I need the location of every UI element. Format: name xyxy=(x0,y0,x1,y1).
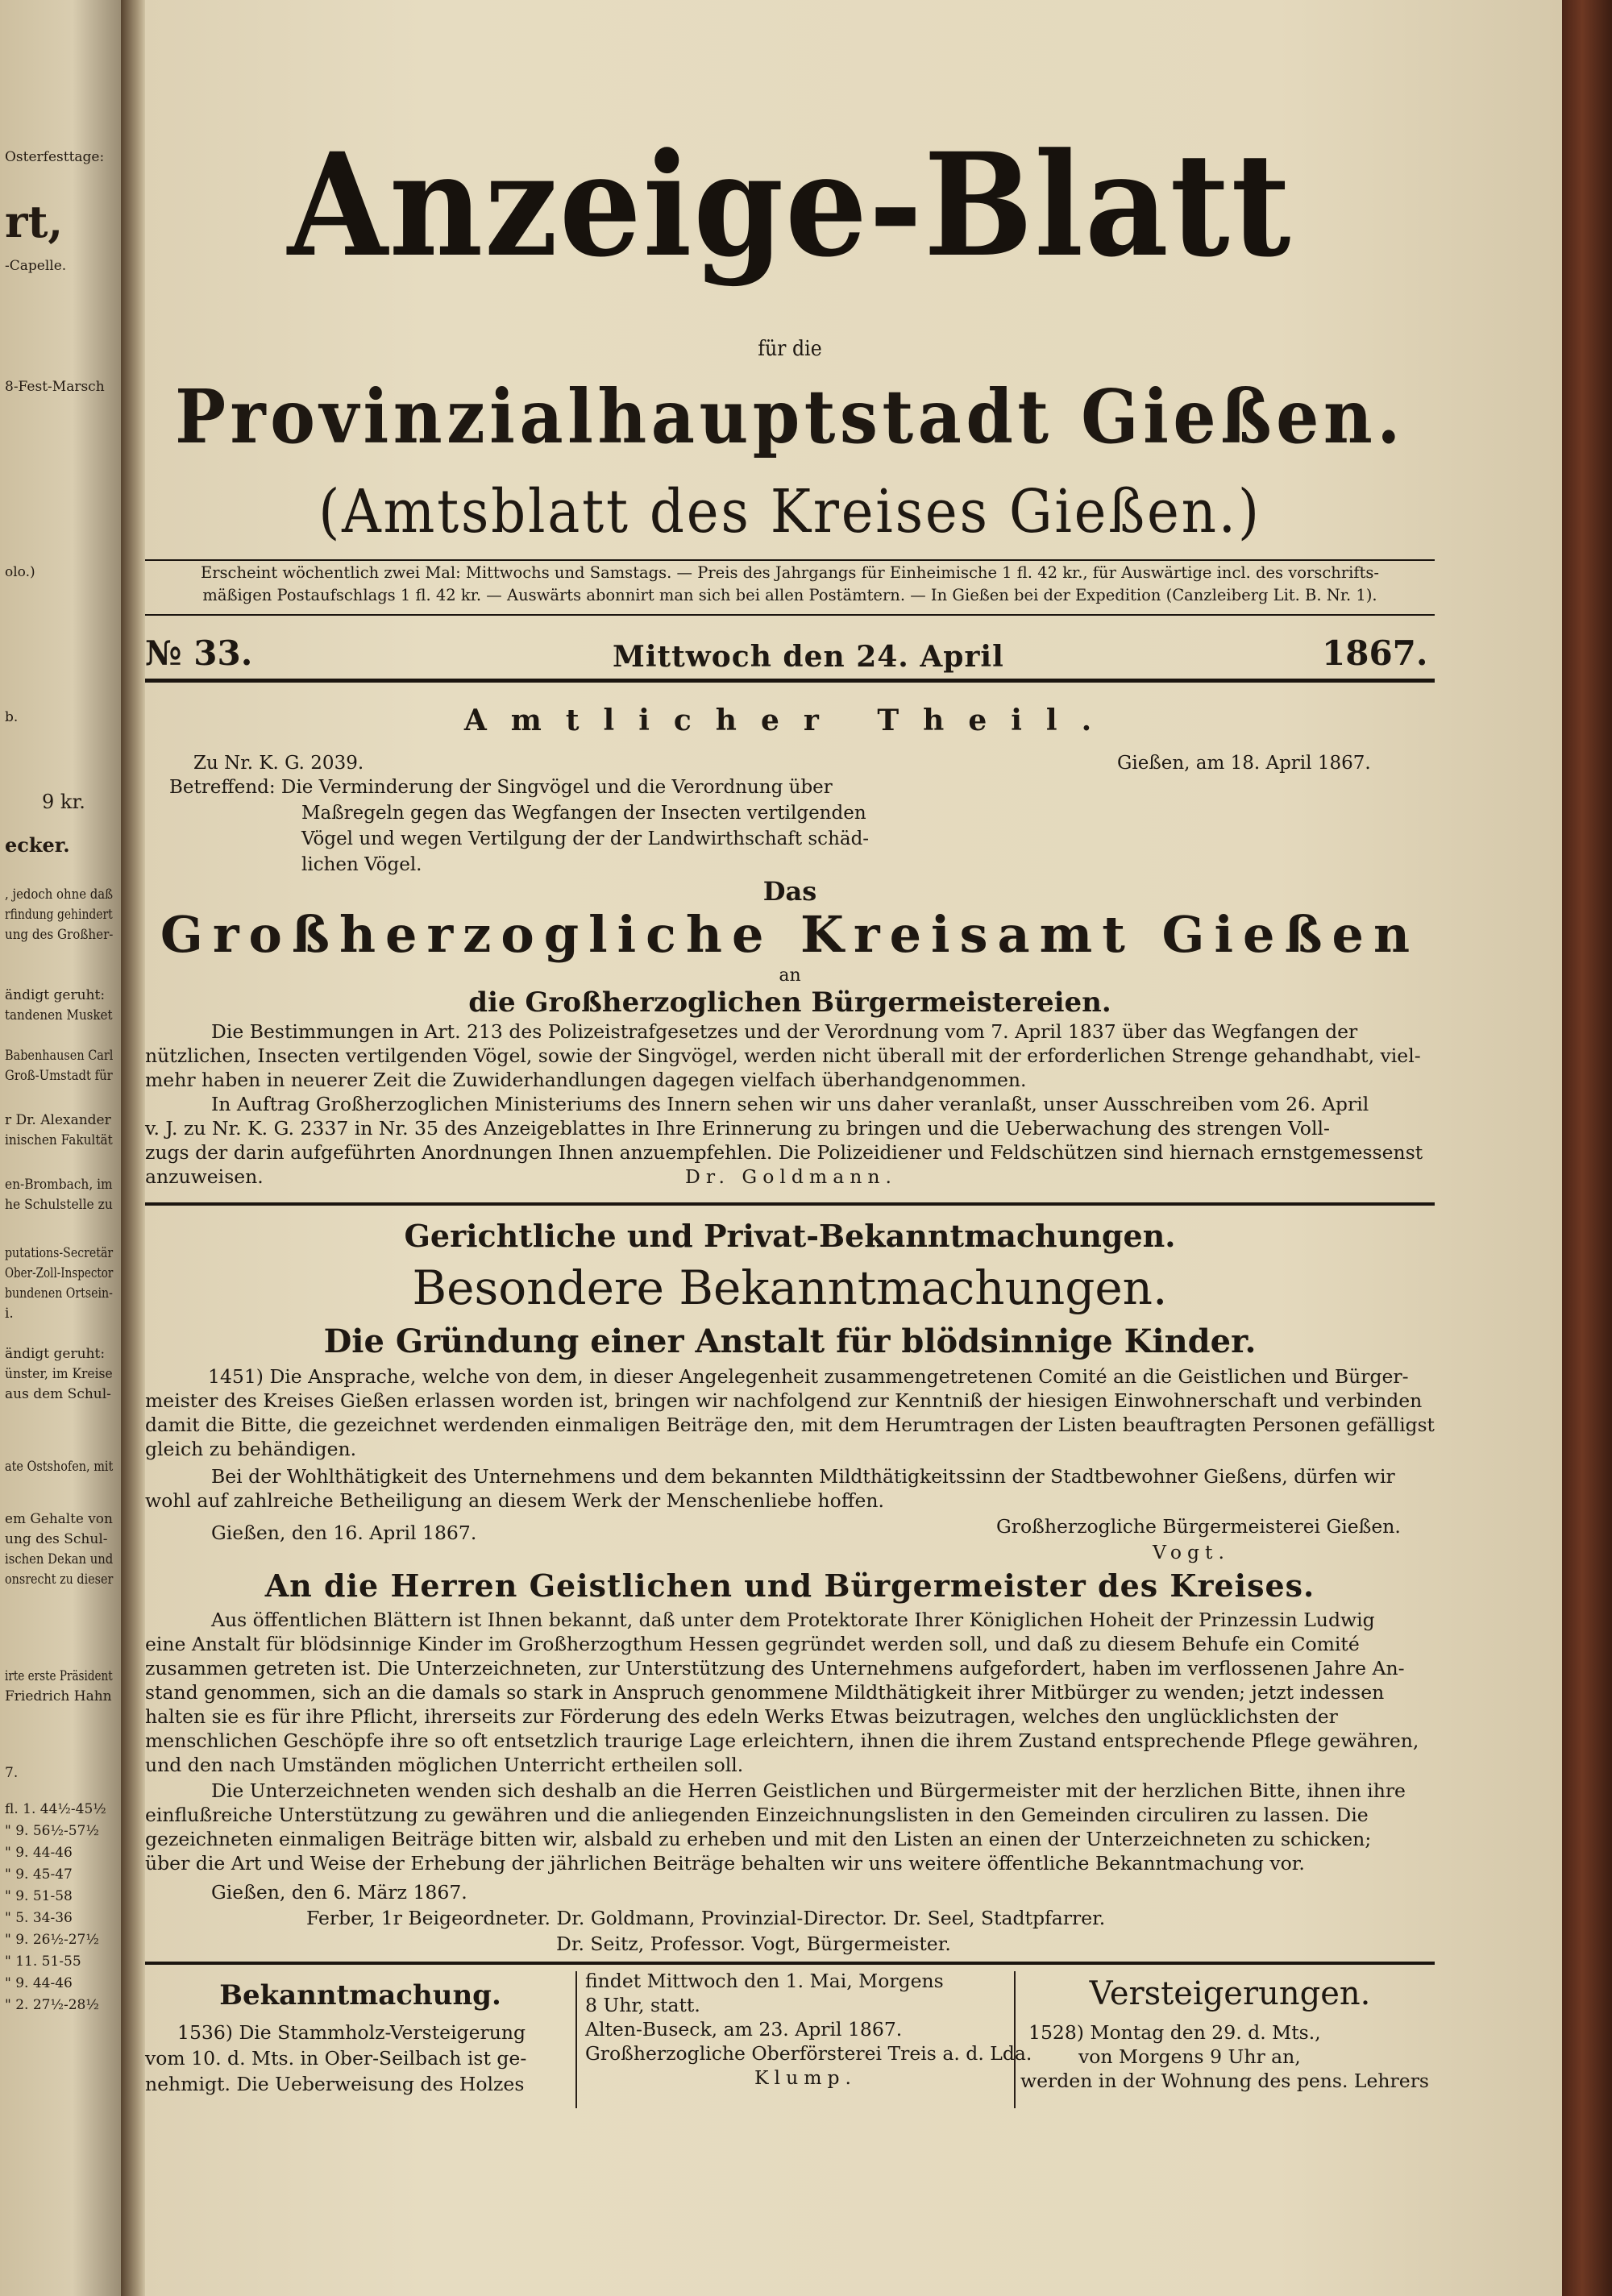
prev-page-fragment: irte erste Präsident xyxy=(5,1668,113,1684)
prev-page-fragment: b. xyxy=(5,709,19,725)
col1-line: 1536) Die Stammholz-Versteigerung xyxy=(177,2021,526,2044)
prev-page-fragment: , jedoch ohne daß xyxy=(5,886,114,903)
official-addressee: die Großherzoglichen Bürgermeistereien. xyxy=(468,986,1111,1019)
notice1-place-date: Gießen, den 16. April 1867. xyxy=(211,1522,477,1544)
masthead-subtitle: (Amtsblatt des Kreises Gießen.) xyxy=(318,477,1261,546)
newspaper-page xyxy=(145,0,1562,2296)
notice2-line: Die Unterzeichneten wenden sich deshalb an die Herren Geistlichen und Bürgermeister mit der herzlichen Bitte, ihnen ihre xyxy=(211,1779,1406,1802)
col3-heading: Versteigerungen. xyxy=(1089,1975,1371,2012)
official-signature: Dr. Goldmann. xyxy=(685,1165,897,1188)
col2-line: Großherzogliche Oberförsterei Treis a. d. Lda. xyxy=(585,2042,1032,2065)
official-authority: Großherzogliche Kreisamt Gießen xyxy=(160,905,1420,964)
issue-year: 1867. xyxy=(1322,633,1428,673)
prev-page-fragment: rt, xyxy=(5,196,64,247)
prev-page-fragment: " 9. 56½-57½ xyxy=(5,1823,99,1839)
prev-page-fragment: -Capelle. xyxy=(5,258,67,274)
prev-page-fragment: " 2. 27½-28½ xyxy=(5,1997,99,2013)
notice1-line: 1451) Die Ansprache, welche von dem, in dieser Angelegenheit zusammengetretenen Comité an die Geistlichen und Bürger- xyxy=(208,1365,1409,1388)
notice2-line: stand genommen, sich an die damals so stark in Anspruch genommene Mildthätigkeit ihrer Mitbürger zu wenden; jetzt indessen xyxy=(145,1681,1385,1704)
col2-line: findet Mittwoch den 1. Mai, Morgens xyxy=(585,1970,944,1992)
rule-info xyxy=(145,614,1435,616)
notice2-place-date: Gießen, den 6. März 1867. xyxy=(211,1881,467,1904)
notice2-line: zusammen getreten ist. Die Unterzeichneten, zur Unterstützung des Unternehmens aufgefordert, haben im verflossenen Jahre An- xyxy=(145,1657,1405,1679)
notice1-line: Bei der Wohlthätigkeit des Unternehmens und dem bekannten Mildthätigkeitssinn der Stadtbewohner Gießens, dürfen wir xyxy=(211,1465,1395,1488)
rule-issue xyxy=(145,679,1435,683)
col1-line: vom 10. d. Mts. in Ober-Seilbach ist ge- xyxy=(145,2047,527,2070)
issue-date: Mittwoch den 24. April xyxy=(613,640,1004,674)
issue-number: № 33. xyxy=(145,633,253,673)
prev-page-fragment: 7. xyxy=(5,1765,19,1781)
official-body-line: In Auftrag Großherzoglichen Ministeriums des Innern sehen wir uns daher veranlaßt, unser Ausschreiben vom 26. April xyxy=(211,1093,1369,1115)
prev-page-fragment: " 9. 51-58 xyxy=(5,1888,73,1904)
info-line-2: mäßigen Postaufschlags 1 fl. 42 kr. — Auswärts abonnirt man sich bei allen Postämtern. — In Gießen bei der Expedition (Canzleiberg Lit. B. Nr. 1). xyxy=(202,586,1377,604)
column-divider xyxy=(575,1971,577,2108)
official-body-line: Die Bestimmungen in Art. 213 des Polizeistrafgesetzes und der Verordnung vom 7. April 1837 über das Wegfangen der xyxy=(211,1020,1358,1043)
prev-page-fragment: ecker. xyxy=(5,833,70,857)
official-ref-number: Zu Nr. K. G. 2039. xyxy=(193,753,364,774)
prev-page-fragment: i. xyxy=(5,1306,14,1322)
masthead-city-title: Provinzialhauptstadt Gießen. xyxy=(175,373,1405,460)
official-das: Das xyxy=(762,876,817,907)
col2-line: Alten-Buseck, am 23. April 1867. xyxy=(585,2018,903,2041)
notice2-title: An die Herren Geistlichen und Bürgermeister des Kreises. xyxy=(264,1567,1315,1604)
prev-page-fragment: " 9. 44-46 xyxy=(5,1845,73,1861)
official-body-line: v. J. zu Nr. K. G. 2337 in Nr. 35 des Anzeigeblattes in Ihre Erinnerung zu bringen und die Ueberwachung des strengen Voll- xyxy=(145,1117,1330,1140)
notice2-line: Aus öffentlichen Blättern ist Ihnen bekannt, daß unter dem Protektorate Ihrer Königlichen Hoheit der Prinzessin Ludwig xyxy=(211,1609,1375,1631)
notice1-line: wohl auf zahlreiche Betheiligung an diesem Werk der Menschenliebe hoffen. xyxy=(145,1489,885,1512)
notice2-line: halten sie es für ihre Pflicht, ihrerseits zur Förderung des edeln Werks Etwas beizutragen, welches den unglücklichsten der xyxy=(145,1705,1338,1728)
col2-signature: Klump. xyxy=(754,2066,858,2089)
notice1-title: Die Gründung einer Anstalt für blödsinnige Kinder. xyxy=(323,1322,1257,1360)
previous-page-edge xyxy=(0,0,121,2296)
rule-official-end xyxy=(145,1202,1435,1206)
col2-line: 8 Uhr, statt. xyxy=(585,1994,700,2016)
col3-line: von Morgens 9 Uhr an, xyxy=(1078,2045,1301,2068)
prev-page-fragment: " 5. 34-36 xyxy=(5,1910,73,1926)
prev-page-fragment: 8-Fest-Marsch xyxy=(5,379,105,395)
col3-line: 1528) Montag den 29. d. Mts., xyxy=(1028,2021,1321,2044)
official-subject-line: Maßregeln gegen das Wegfangen der Insecten vertilgenden xyxy=(301,803,866,824)
notice1-office: Großherzogliche Bürgermeisterei Gießen. xyxy=(996,1515,1401,1538)
prev-page-fragment: ischen Dekan und xyxy=(5,1551,114,1567)
prev-page-fragment: ung des Großher- xyxy=(5,927,114,943)
notice2-line: einflußreiche Unterstützung zu gewähren und die anliegenden Einzeichnungslisten in den Gemeinden circuliren zu lassen. Die xyxy=(145,1804,1369,1826)
official-subject-line: lichen Vögel. xyxy=(301,854,422,875)
notice2-line: gezeichneten einmaligen Beiträge bitten wir, alsbald zu erheben und mit den Listen an einen der Unterzeichneten zu schicken; xyxy=(145,1828,1372,1850)
masthead-fuer-die: für die xyxy=(758,337,822,361)
prev-page-fragment: " 9. 44-46 xyxy=(5,1975,73,1991)
prev-page-fragment: 9 kr. xyxy=(42,791,85,813)
private-section-heading: Gerichtliche und Privat-Bekanntmachungen. xyxy=(404,1218,1176,1254)
prev-page-fragment: r Dr. Alexander xyxy=(5,1112,111,1128)
prev-page-fragment: bundenen Ortsein- xyxy=(5,1285,113,1302)
besondere-heading: Besondere Bekanntmachungen. xyxy=(412,1260,1168,1315)
prev-page-fragment: ate Ostshofen, mit xyxy=(5,1459,114,1475)
notice2-line: und den nach Umständen möglichen Unterricht ertheilen soll. xyxy=(145,1754,744,1776)
prev-page-fragment: putations-Secretär xyxy=(5,1245,114,1261)
notice2-line: über die Art und Weise der Erhebung der jährlichen Beiträge behalten wir uns weitere öffentliche Bekanntmachung vor. xyxy=(145,1852,1305,1875)
col3-line: werden in der Wohnung des pens. Lehrers xyxy=(1020,2070,1429,2092)
column-divider xyxy=(1014,1971,1016,2108)
prev-page-fragment: Babenhausen Carl xyxy=(5,1048,114,1064)
col1-line: nehmigt. Die Ueberweisung des Holzes xyxy=(145,2073,525,2095)
masthead-title: Anzeige-Blatt xyxy=(287,122,1293,289)
info-line-1: Erscheint wöchentlich zwei Mal: Mittwochs und Samstags. — Preis des Jahrgangs für Einheimische 1 fl. 42 kr., für Auswärtige incl. des vorschrifts- xyxy=(200,563,1380,582)
prev-page-fragment: " 9. 26½-27½ xyxy=(5,1932,99,1948)
official-an: an xyxy=(779,965,801,986)
notice1-line: damit die Bitte, die gezeichnet werdenden einmaligen Beiträge den, mit dem Herumtragen der Listen beauftragten Personen gefälligst xyxy=(145,1414,1435,1436)
book-gutter xyxy=(121,0,145,2296)
col1-heading: Bekanntmachung. xyxy=(219,1979,501,2012)
notice1-line: meister des Kreises Gießen erlassen worden ist, bringen wir nachfolgend zur Kenntniß der hiesigen Einwohnerschaft und verbinden xyxy=(145,1389,1423,1412)
notice2-line: eine Anstalt für blödsinnige Kinder im Großherzogthum Hessen gegründet werden soll, und daß zu diesem Behufe ein Comité xyxy=(145,1633,1360,1655)
prev-page-fragment: ünster, im Kreise xyxy=(5,1366,113,1382)
prev-page-fragment: em Gehalte von xyxy=(5,1511,113,1527)
prev-page-fragment: " 9. 45-47 xyxy=(5,1866,73,1883)
notice2-signatures: Ferber, 1r Beigeordneter. Dr. Goldmann, Provinzial-Director. Dr. Seel, Stadtpfarrer. xyxy=(306,1907,1106,1929)
prev-page-fragment: Ober-Zoll-Inspector xyxy=(5,1265,114,1281)
prev-page-fragment: he Schulstelle zu xyxy=(5,1197,113,1213)
prev-page-fragment: olo.) xyxy=(5,564,35,580)
official-body-line: zugs der darin aufgeführten Anordnungen Ihnen anzuempfehlen. Die Polizeidiener und Feldschützen sind hiernach ernstgemessenst xyxy=(145,1141,1423,1164)
prev-page-fragment: " 11. 51-55 xyxy=(5,1953,81,1970)
prev-page-fragment: en-Brombach, im xyxy=(5,1177,113,1193)
official-subject-line: Betreffend: Die Verminderung der Singvögel und die Verordnung über xyxy=(169,777,833,798)
rule-top xyxy=(145,559,1435,561)
book-binding-edge xyxy=(1562,0,1612,2296)
prev-page-fragment: ändigt geruht: xyxy=(5,1346,106,1362)
prev-page-fragment: inischen Fakultät xyxy=(5,1132,113,1148)
prev-page-fragment: aus dem Schul- xyxy=(5,1386,111,1402)
official-place-date: Gießen, am 18. April 1867. xyxy=(1117,753,1371,774)
notice2-line: menschlichen Geschöpfe ihre so oft entsetzlich traurige Lage erleichtern, ihnen die ihrem Zustand entsprechende Pflege gewähren, xyxy=(145,1729,1419,1752)
notice1-line: gleich zu behändigen. xyxy=(145,1438,357,1460)
prev-page-fragment: Friedrich Hahn xyxy=(5,1688,112,1704)
prev-page-fragment: rfindung gehindert xyxy=(5,907,113,923)
prev-page-fragment: ung des Schul- xyxy=(5,1531,108,1547)
official-body-line: mehr haben in neuerer Zeit die Zuwiderhandlungen dagegen vielfach überhandgenommen. xyxy=(145,1069,1027,1091)
official-body-line: anzuweisen. xyxy=(145,1165,264,1188)
prev-page-fragment: Osterfesttage: xyxy=(5,149,105,165)
prev-page-fragment: Groß-Umstadt für xyxy=(5,1068,113,1084)
notice2-signatures: Dr. Seitz, Professor. Vogt, Bürgermeister. xyxy=(556,1933,951,1955)
official-body-line: nützlichen, Insecten vertilgenden Vögel, sowie der Singvögel, werden nicht überall mit der erforderlichen Strenge gehandhabt, viel- xyxy=(145,1044,1421,1067)
prev-page-fragment: fl. 1. 44½-45½ xyxy=(5,1801,106,1817)
prev-page-fragment: tandenen Musket xyxy=(5,1007,113,1023)
official-section-heading: Amtlicher Theil. xyxy=(463,704,1116,737)
prev-page-fragment: onsrecht zu dieser xyxy=(5,1571,114,1588)
notice1-signature: Vogt. xyxy=(1153,1541,1230,1563)
prev-page-fragment: ändigt geruht: xyxy=(5,987,106,1003)
rule-bottom-section xyxy=(145,1962,1435,1965)
official-subject-line: Vögel und wegen Vertilgung der der Landwirthschaft schäd- xyxy=(301,828,870,849)
